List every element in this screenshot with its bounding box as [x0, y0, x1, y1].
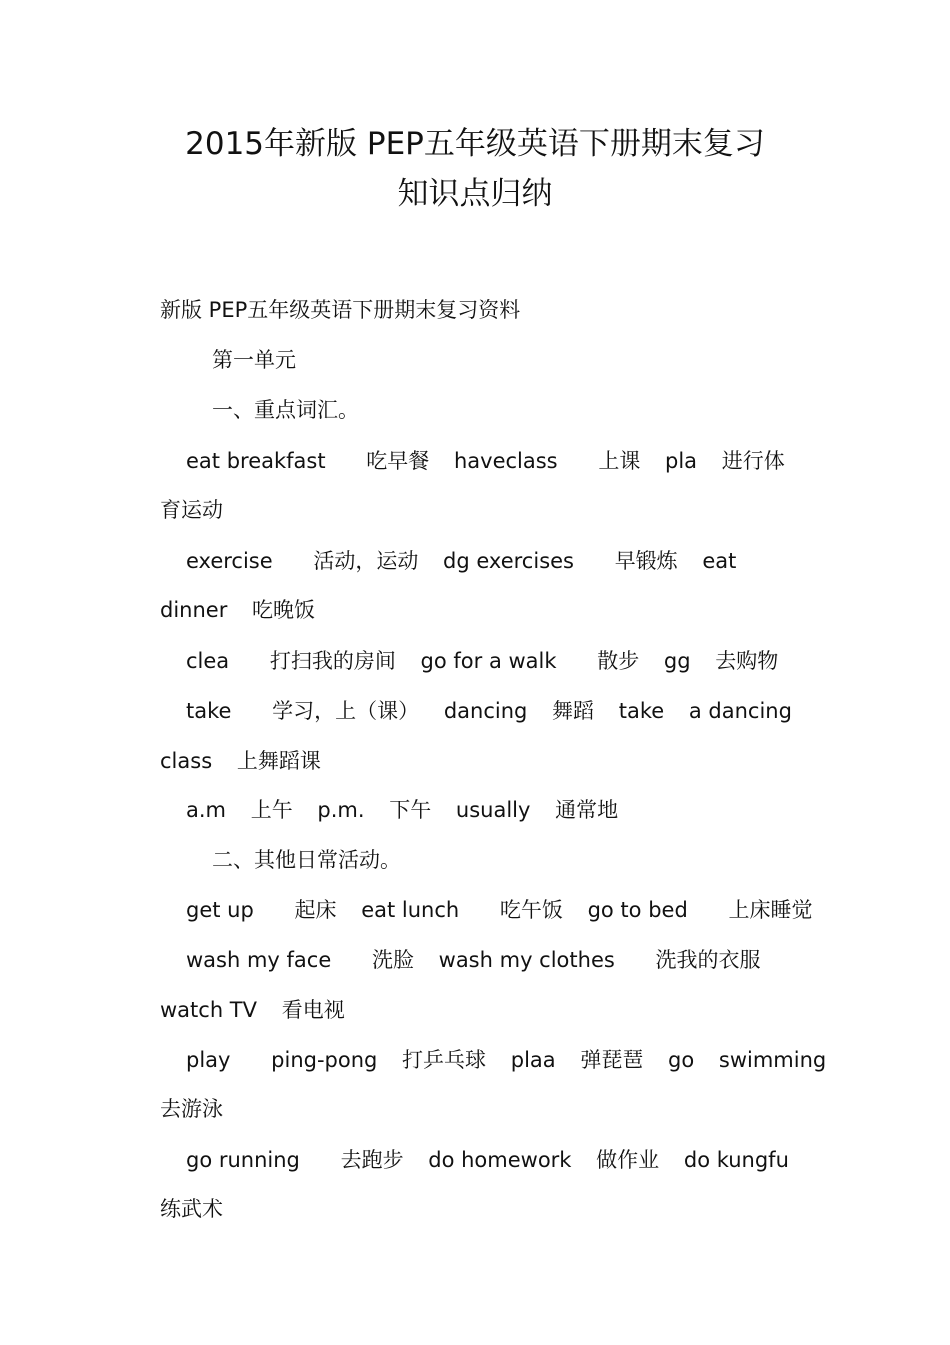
vocab-english: pla: [665, 449, 698, 473]
vocab-chinese: 上床睡觉: [728, 898, 813, 922]
vocab-english: wash my clothes: [438, 948, 615, 972]
vocab-chinese: 打扫我的房间: [269, 649, 396, 673]
vocab-chinese: 下午: [389, 798, 432, 822]
vocab-english: watch TV: [160, 998, 258, 1022]
vocab-chinese: 上舞蹈课: [236, 749, 321, 773]
vocab-english: go to bed: [587, 898, 688, 922]
vocab-chinese: 弹琵琶: [580, 1048, 644, 1072]
vocab-chinese: 打乒乓球: [402, 1048, 487, 1072]
vocab-english: go: [668, 1048, 695, 1072]
vocab-english: class: [160, 749, 213, 773]
vocab-chinese: 散步: [597, 649, 640, 673]
vocab-chinese: 舞蹈: [552, 699, 595, 723]
vocab-line: [186, 896, 830, 924]
vocab-english: plaa: [510, 1048, 556, 1072]
vocab-chinese: 早锻炼: [614, 549, 678, 573]
vocab-chinese: 育运动: [160, 498, 223, 522]
vocab-english: p.m.: [317, 798, 365, 822]
vocab-english: a.m: [186, 798, 227, 822]
vocab-english: do homework: [428, 1148, 572, 1172]
vocab-chinese: 洗我的衣服: [655, 948, 761, 972]
vocab-chinese: 上午: [250, 798, 293, 822]
vocab-chinese: 起床: [294, 898, 337, 922]
vocab-english: play: [186, 1048, 231, 1072]
vocab-english: gg: [663, 649, 691, 673]
vocab-chinese: 通常地: [555, 798, 619, 822]
vocab-english: wash my face: [186, 948, 332, 972]
vocab-english: eat breakfast: [186, 449, 326, 473]
vocab-english: go running: [186, 1148, 300, 1172]
unit-heading: 第一单元: [212, 348, 296, 372]
vocab-line: [186, 1046, 844, 1074]
vocab-line: [160, 1095, 241, 1123]
vocab-chinese: 吃晚饭: [252, 598, 316, 622]
vocab-line: [186, 697, 810, 725]
vocab-line: [186, 447, 803, 475]
vocab-line: [186, 647, 796, 675]
vocab-english: eat: [702, 549, 737, 573]
document-subtitle: 新版 PEP五年级英语下册期末复习资料: [160, 298, 521, 322]
vocab-chinese: 吃早餐: [366, 449, 430, 473]
vocab-chinese: 吃午饭: [499, 898, 563, 922]
vocab-chinese: 上课: [598, 449, 641, 473]
vocab-line: [160, 596, 333, 624]
vocab-chinese: 去购物: [715, 649, 779, 673]
vocab-english: dg exercises: [443, 549, 574, 573]
vocab-line: [186, 1146, 807, 1174]
vocab-chinese: 看电视: [281, 998, 345, 1022]
vocab-chinese: 练武术: [160, 1197, 223, 1221]
vocab-chinese: 活动，运动: [313, 549, 419, 573]
vocab-line: [186, 547, 754, 575]
vocab-chinese: 洗脸: [371, 948, 414, 972]
vocab-line: [160, 496, 241, 524]
vocab-chinese: 进行体: [721, 449, 785, 473]
vocab-english: get up: [186, 898, 254, 922]
vocab-english: clea: [186, 649, 230, 673]
vocab-chinese: 学习，上（课）: [272, 699, 420, 723]
vocab-english: swimming: [718, 1048, 827, 1072]
vocab-english: go for a walk: [420, 649, 557, 673]
vocab-english: take: [618, 699, 665, 723]
vocab-english: haveclass: [453, 449, 558, 473]
section-heading-daily-activities: 二、其他日常活动。: [212, 848, 401, 872]
vocab-line: [160, 747, 339, 775]
vocab-english: dancing: [443, 699, 528, 723]
vocab-chinese: 去跑步: [340, 1148, 404, 1172]
page-title-line-1: 2015年新版 PEP五年级英语下册期末复习: [185, 126, 765, 162]
vocab-english: eat lunch: [361, 898, 460, 922]
vocab-line: [186, 946, 779, 974]
vocab-chinese: 做作业: [596, 1148, 660, 1172]
page-title-line-2: 知识点归纳: [397, 176, 553, 212]
vocab-english: take: [186, 699, 232, 723]
vocab-english: ping-pong: [271, 1048, 378, 1072]
vocab-line: [160, 1195, 241, 1223]
vocab-chinese: 去游泳: [160, 1097, 223, 1121]
vocab-line: [186, 796, 636, 824]
vocab-english: usually: [455, 798, 531, 822]
vocab-english: a dancing: [688, 699, 792, 723]
section-heading-key-vocabulary: 一、重点词汇。: [212, 398, 359, 422]
vocab-english: do kungfu: [683, 1148, 789, 1172]
vocab-english: dinner: [160, 598, 228, 622]
vocab-line: [160, 996, 363, 1024]
vocab-english: exercise: [186, 549, 273, 573]
